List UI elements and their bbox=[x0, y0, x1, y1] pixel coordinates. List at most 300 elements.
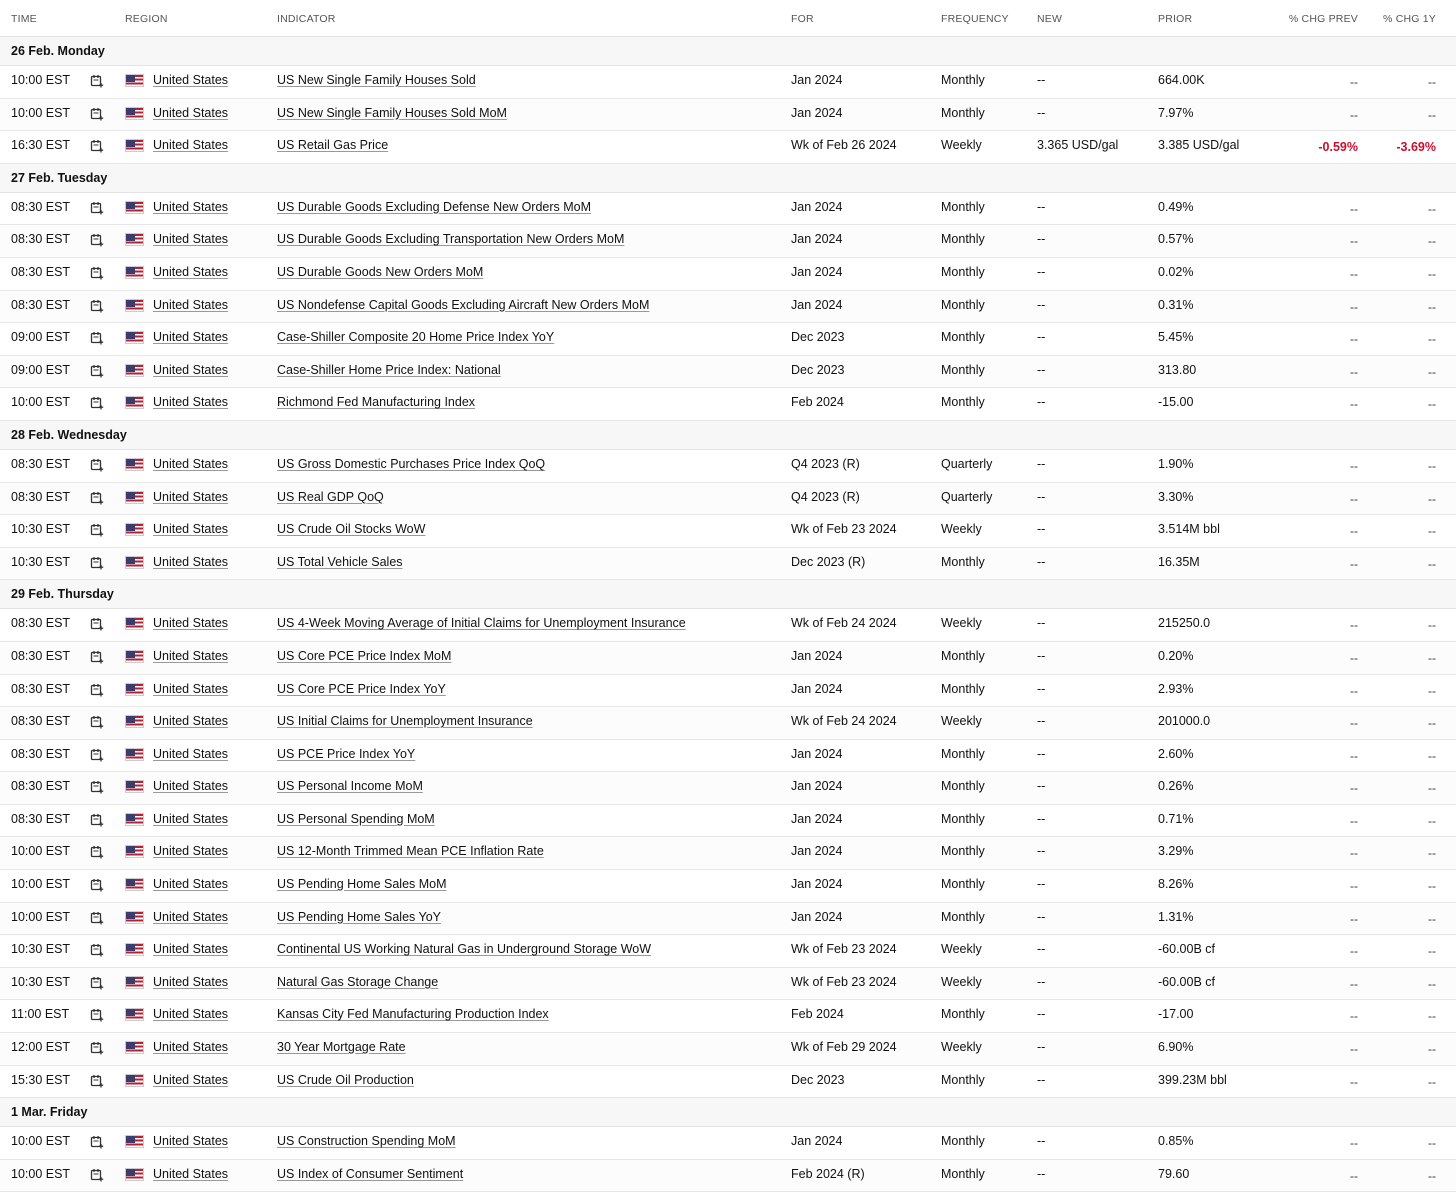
calendar-add-icon[interactable] bbox=[90, 523, 104, 537]
prior-value: 215250.0 bbox=[1158, 616, 1211, 631]
table-row[interactable] bbox=[0, 291, 1456, 324]
region-link[interactable]: United States bbox=[153, 1166, 229, 1181]
event-time: 08:30 EST bbox=[11, 746, 71, 761]
us-flag-icon bbox=[125, 396, 144, 409]
table-row[interactable] bbox=[0, 1033, 1456, 1066]
indicator-link[interactable]: US Core PCE Price Index YoY bbox=[277, 681, 446, 696]
header-frequency: FREQUENCY bbox=[941, 13, 1009, 25]
event-time: 08:30 EST bbox=[11, 297, 71, 312]
chg-prev-value: -- bbox=[1350, 332, 1358, 347]
table-row[interactable] bbox=[0, 66, 1456, 99]
event-time: 08:30 EST bbox=[11, 648, 71, 663]
table-row[interactable] bbox=[0, 483, 1456, 516]
calendar-add-icon[interactable] bbox=[90, 617, 104, 631]
frequency-value: Monthly bbox=[941, 232, 985, 247]
date-group-header bbox=[0, 37, 1456, 66]
indicator-link[interactable]: US Personal Spending MoM bbox=[277, 811, 435, 826]
date-group-header bbox=[0, 421, 1456, 450]
prior-value: 6.90% bbox=[1158, 1040, 1194, 1055]
chg-prev-value: -- bbox=[1350, 107, 1358, 122]
period-for: Jan 2024 bbox=[791, 199, 843, 214]
us-flag-icon bbox=[125, 364, 144, 377]
chg-1y-value: -- bbox=[1428, 683, 1436, 698]
table-body bbox=[0, 37, 1456, 1192]
event-time: 09:00 EST bbox=[11, 330, 71, 345]
date-label: 27 Feb. Tuesday bbox=[11, 170, 108, 185]
region-link[interactable]: United States bbox=[153, 554, 229, 569]
prior-value: 79.60 bbox=[1158, 1166, 1190, 1181]
table-row[interactable] bbox=[0, 131, 1456, 164]
calendar-add-icon[interactable] bbox=[90, 364, 104, 378]
chg-prev-value: -- bbox=[1350, 781, 1358, 796]
table-row[interactable] bbox=[0, 707, 1456, 740]
new-value: -- bbox=[1037, 714, 1046, 729]
period-for: Dec 2023 bbox=[791, 1072, 845, 1087]
chg-1y-value: -- bbox=[1428, 397, 1436, 412]
region-link[interactable]: United States bbox=[153, 522, 229, 537]
prior-value: 3.514M bbl bbox=[1158, 522, 1220, 537]
event-time: 10:00 EST bbox=[11, 909, 71, 924]
prior-value: 7.97% bbox=[1158, 105, 1194, 120]
date-group-rows bbox=[0, 66, 1456, 164]
us-flag-icon bbox=[125, 1041, 144, 1054]
region-link[interactable]: United States bbox=[153, 1007, 229, 1022]
calendar-add-icon[interactable] bbox=[90, 976, 104, 990]
indicator-link[interactable]: 30 Year Mortgage Rate bbox=[277, 1040, 406, 1055]
period-for: Jan 2024 bbox=[791, 811, 843, 826]
calendar-add-icon[interactable] bbox=[90, 1074, 104, 1088]
event-time: 08:30 EST bbox=[11, 811, 71, 826]
indicator-link[interactable]: US Crude Oil Stocks WoW bbox=[277, 522, 426, 537]
event-time: 08:30 EST bbox=[11, 489, 71, 504]
period-for: Dec 2023 bbox=[791, 330, 845, 345]
frequency-value: Monthly bbox=[941, 1134, 985, 1149]
date-group-rows bbox=[0, 1127, 1456, 1192]
calendar-add-icon[interactable] bbox=[90, 233, 104, 247]
region-link[interactable]: United States bbox=[153, 1040, 229, 1055]
region-link[interactable]: United States bbox=[153, 330, 229, 345]
event-time: 10:00 EST bbox=[11, 395, 71, 410]
chg-1y-value: -- bbox=[1428, 716, 1436, 731]
us-flag-icon bbox=[125, 233, 144, 246]
chg-prev-value: -- bbox=[1350, 650, 1358, 665]
calendar-add-icon[interactable] bbox=[90, 396, 104, 410]
chg-prev-value: -- bbox=[1350, 716, 1358, 731]
prior-value: 5.45% bbox=[1158, 330, 1194, 345]
calendar-add-icon[interactable] bbox=[90, 1041, 104, 1055]
prior-value: 2.60% bbox=[1158, 746, 1194, 761]
region-link[interactable]: United States bbox=[153, 616, 229, 631]
region-link[interactable]: United States bbox=[153, 779, 229, 794]
new-value: -- bbox=[1037, 681, 1046, 696]
chg-1y-value: -- bbox=[1428, 1136, 1436, 1151]
calendar-add-icon[interactable] bbox=[90, 845, 104, 859]
table-row[interactable] bbox=[0, 837, 1456, 870]
table-row[interactable] bbox=[0, 968, 1456, 1001]
event-time: 10:00 EST bbox=[11, 73, 71, 87]
table-row[interactable] bbox=[0, 548, 1456, 581]
event-time: 08:30 EST bbox=[11, 714, 71, 729]
prior-value: 0.57% bbox=[1158, 232, 1194, 247]
table-row[interactable] bbox=[0, 193, 1456, 226]
table-row[interactable] bbox=[0, 1160, 1456, 1193]
period-for: Feb 2024 bbox=[791, 1007, 844, 1022]
region-link[interactable]: United States bbox=[153, 811, 229, 826]
table-row[interactable] bbox=[0, 1127, 1456, 1160]
period-for: Jan 2024 bbox=[791, 232, 843, 247]
new-value: -- bbox=[1037, 297, 1046, 312]
prior-value: 0.31% bbox=[1158, 297, 1194, 312]
indicator-link[interactable]: US Core PCE Price Index MoM bbox=[277, 648, 452, 663]
calendar-add-icon[interactable] bbox=[90, 74, 104, 88]
event-time: 10:00 EST bbox=[11, 105, 71, 120]
calendar-add-icon[interactable] bbox=[90, 491, 104, 505]
chg-1y-value: -- bbox=[1428, 944, 1436, 959]
prior-value: 664.00K bbox=[1158, 73, 1205, 87]
frequency-value: Monthly bbox=[941, 844, 985, 859]
us-flag-icon bbox=[125, 139, 144, 152]
us-flag-icon bbox=[125, 74, 144, 87]
region-link[interactable]: United States bbox=[153, 1134, 229, 1149]
table-row[interactable] bbox=[0, 388, 1456, 421]
indicator-link[interactable]: US PCE Price Index YoY bbox=[277, 746, 416, 761]
region-link[interactable]: United States bbox=[153, 974, 229, 989]
event-time: 08:30 EST bbox=[11, 264, 71, 279]
us-flag-icon bbox=[125, 299, 144, 312]
new-value: -- bbox=[1037, 974, 1046, 989]
table-row[interactable] bbox=[0, 356, 1456, 389]
calendar-add-icon[interactable] bbox=[90, 813, 104, 827]
chg-1y-value: -- bbox=[1428, 781, 1436, 796]
event-time: 10:00 EST bbox=[11, 1166, 71, 1181]
frequency-value: Quarterly bbox=[941, 456, 993, 471]
table-row[interactable] bbox=[0, 99, 1456, 132]
indicator-link[interactable]: US Pending Home Sales YoY bbox=[277, 909, 441, 924]
frequency-value: Monthly bbox=[941, 73, 985, 87]
chg-1y-value: -- bbox=[1428, 650, 1436, 665]
frequency-value: Monthly bbox=[941, 199, 985, 214]
header-chg-prev: % CHG PREV bbox=[1288, 13, 1358, 25]
prior-value: -17.00 bbox=[1158, 1007, 1194, 1022]
indicator-link[interactable]: US Gross Domestic Purchases Price Index QoQ bbox=[277, 456, 546, 471]
region-link[interactable]: United States bbox=[153, 942, 229, 957]
prior-value: 3.30% bbox=[1158, 489, 1194, 504]
prior-value: 201000.0 bbox=[1158, 714, 1211, 729]
chg-1y-value: -- bbox=[1428, 748, 1436, 763]
region-link[interactable]: United States bbox=[153, 232, 229, 247]
frequency-value: Monthly bbox=[941, 877, 985, 892]
new-value: -- bbox=[1037, 199, 1046, 214]
period-for: Jan 2024 bbox=[791, 681, 843, 696]
indicator-link[interactable]: US New Single Family Houses Sold bbox=[277, 73, 476, 87]
indicator-link[interactable]: US Total Vehicle Sales bbox=[277, 554, 403, 569]
table-row[interactable] bbox=[0, 609, 1456, 642]
region-link[interactable]: United States bbox=[153, 456, 229, 471]
calendar-add-icon[interactable] bbox=[90, 943, 104, 957]
region-link[interactable]: United States bbox=[153, 73, 229, 87]
prior-value: 2.93% bbox=[1158, 681, 1194, 696]
indicator-link[interactable]: US Real GDP QoQ bbox=[277, 489, 384, 504]
region-link[interactable]: United States bbox=[153, 395, 229, 410]
period-for: Wk of Feb 23 2024 bbox=[791, 974, 897, 989]
frequency-value: Monthly bbox=[941, 105, 985, 120]
indicator-link[interactable]: US Personal Income MoM bbox=[277, 779, 423, 794]
chg-prev-value: -- bbox=[1350, 813, 1358, 828]
region-link[interactable]: United States bbox=[153, 297, 229, 312]
chg-prev-value: -- bbox=[1350, 1074, 1358, 1089]
new-value: -- bbox=[1037, 395, 1046, 410]
header-region: REGION bbox=[125, 13, 168, 25]
event-time: 12:00 EST bbox=[11, 1040, 71, 1055]
calendar-add-icon[interactable] bbox=[90, 1168, 104, 1182]
table-row[interactable] bbox=[0, 772, 1456, 805]
chg-1y-value: -- bbox=[1428, 556, 1436, 571]
table-row[interactable] bbox=[0, 515, 1456, 548]
indicator-link[interactable]: US Durable Goods Excluding Defense New Orders MoM bbox=[277, 199, 592, 214]
chg-prev-value: -- bbox=[1350, 299, 1358, 314]
us-flag-icon bbox=[125, 617, 144, 630]
frequency-value: Weekly bbox=[941, 616, 982, 631]
frequency-value: Monthly bbox=[941, 681, 985, 696]
frequency-value: Monthly bbox=[941, 297, 985, 312]
indicator-link[interactable]: US Durable Goods New Orders MoM bbox=[277, 264, 484, 279]
us-flag-icon bbox=[125, 813, 144, 826]
date-label: 29 Feb. Thursday bbox=[11, 587, 114, 602]
calendar-add-icon[interactable] bbox=[90, 201, 104, 215]
table-row[interactable] bbox=[0, 258, 1456, 291]
period-for: Wk of Feb 23 2024 bbox=[791, 942, 897, 957]
new-value: -- bbox=[1037, 746, 1046, 761]
header-prior: PRIOR bbox=[1158, 13, 1193, 25]
calendar-add-icon[interactable] bbox=[90, 299, 104, 313]
us-flag-icon bbox=[125, 943, 144, 956]
calendar-add-icon[interactable] bbox=[90, 331, 104, 345]
region-link[interactable]: United States bbox=[153, 844, 229, 859]
period-for: Jan 2024 bbox=[791, 1134, 843, 1149]
table-row[interactable] bbox=[0, 903, 1456, 936]
us-flag-icon bbox=[125, 683, 144, 696]
period-for: Jan 2024 bbox=[791, 779, 843, 794]
new-value: -- bbox=[1037, 73, 1046, 87]
new-value: -- bbox=[1037, 105, 1046, 120]
new-value: -- bbox=[1037, 264, 1046, 279]
calendar-add-icon[interactable] bbox=[90, 683, 104, 697]
period-for: Jan 2024 bbox=[791, 648, 843, 663]
us-flag-icon bbox=[125, 748, 144, 761]
indicator-link[interactable]: US Construction Spending MoM bbox=[277, 1134, 456, 1149]
region-link[interactable]: United States bbox=[153, 105, 229, 120]
frequency-value: Weekly bbox=[941, 974, 982, 989]
indicator-link[interactable]: US 12-Month Trimmed Mean PCE Inflation Rate bbox=[277, 844, 544, 859]
calendar-add-icon[interactable] bbox=[90, 1135, 104, 1149]
region-link[interactable]: United States bbox=[153, 1072, 229, 1087]
region-link[interactable]: United States bbox=[153, 746, 229, 761]
indicator-link[interactable]: Continental US Working Natural Gas in Underground Storage WoW bbox=[277, 942, 652, 957]
period-for: Q4 2023 (R) bbox=[791, 456, 860, 471]
event-time: 10:30 EST bbox=[11, 522, 71, 537]
chg-prev-value: -0.59% bbox=[1318, 140, 1358, 155]
calendar-add-icon[interactable] bbox=[90, 556, 104, 570]
table-row[interactable] bbox=[0, 450, 1456, 483]
prior-value: 313.80 bbox=[1158, 362, 1197, 377]
calendar-add-icon[interactable] bbox=[90, 878, 104, 892]
event-time: 10:00 EST bbox=[11, 877, 71, 892]
new-value: -- bbox=[1037, 489, 1046, 504]
us-flag-icon bbox=[125, 458, 144, 471]
event-time: 10:30 EST bbox=[11, 554, 71, 569]
event-time: 10:30 EST bbox=[11, 942, 71, 957]
new-value: -- bbox=[1037, 1040, 1046, 1055]
frequency-value: Weekly bbox=[941, 522, 982, 537]
region-link[interactable]: United States bbox=[153, 489, 229, 504]
calendar-add-icon[interactable] bbox=[90, 139, 104, 153]
event-time: 10:30 EST bbox=[11, 974, 71, 989]
period-for: Wk of Feb 29 2024 bbox=[791, 1040, 897, 1055]
indicator-link[interactable]: Kansas City Fed Manufacturing Production Index bbox=[277, 1007, 549, 1022]
calendar-add-icon[interactable] bbox=[90, 458, 104, 472]
indicator-link[interactable]: US Initial Claims for Unemployment Insurance bbox=[277, 714, 533, 729]
region-link[interactable]: United States bbox=[153, 877, 229, 892]
period-for: Jan 2024 bbox=[791, 105, 843, 120]
indicator-link[interactable]: US New Single Family Houses Sold MoM bbox=[277, 105, 507, 120]
calendar-add-icon[interactable] bbox=[90, 780, 104, 794]
region-link[interactable]: United States bbox=[153, 264, 229, 279]
event-time: 15:30 EST bbox=[11, 1072, 71, 1087]
us-flag-icon bbox=[125, 201, 144, 214]
calendar-add-icon[interactable] bbox=[90, 650, 104, 664]
calendar-add-icon[interactable] bbox=[90, 266, 104, 280]
chg-1y-value: -- bbox=[1428, 1042, 1436, 1057]
prior-value: -60.00B cf bbox=[1158, 974, 1215, 989]
table-row[interactable] bbox=[0, 323, 1456, 356]
frequency-value: Monthly bbox=[941, 395, 985, 410]
region-link[interactable]: United States bbox=[153, 362, 229, 377]
region-link[interactable]: United States bbox=[153, 714, 229, 729]
period-for: Dec 2023 (R) bbox=[791, 554, 866, 569]
prior-value: 16.35M bbox=[1158, 554, 1200, 569]
us-flag-icon bbox=[125, 845, 144, 858]
period-for: Jan 2024 bbox=[791, 73, 843, 87]
period-for: Feb 2024 bbox=[791, 395, 844, 410]
frequency-value: Monthly bbox=[941, 554, 985, 569]
period-for: Jan 2024 bbox=[791, 746, 843, 761]
frequency-value: Monthly bbox=[941, 1072, 985, 1087]
indicator-link[interactable]: US Durable Goods Excluding Transportation New Orders MoM bbox=[277, 232, 625, 247]
period-for: Dec 2023 bbox=[791, 362, 845, 377]
indicator-link[interactable]: US Crude Oil Production bbox=[277, 1072, 414, 1087]
period-for: Wk of Feb 24 2024 bbox=[791, 714, 897, 729]
frequency-value: Monthly bbox=[941, 362, 985, 377]
period-for: Jan 2024 bbox=[791, 264, 843, 279]
date-group-rows bbox=[0, 609, 1456, 1098]
prior-value: 399.23M bbl bbox=[1158, 1072, 1227, 1087]
frequency-value: Monthly bbox=[941, 264, 985, 279]
table-row[interactable] bbox=[0, 675, 1456, 708]
chg-prev-value: -- bbox=[1350, 491, 1358, 506]
calendar-add-icon[interactable] bbox=[90, 1008, 104, 1022]
chg-prev-value: -- bbox=[1350, 458, 1358, 473]
table-row[interactable] bbox=[0, 870, 1456, 903]
us-flag-icon bbox=[125, 1008, 144, 1021]
chg-1y-value: -- bbox=[1428, 234, 1436, 249]
prior-value: -60.00B cf bbox=[1158, 942, 1215, 957]
chg-prev-value: -- bbox=[1350, 618, 1358, 633]
indicator-link[interactable]: Natural Gas Storage Change bbox=[277, 974, 439, 989]
new-value: -- bbox=[1037, 779, 1046, 794]
new-value: -- bbox=[1037, 330, 1046, 345]
us-flag-icon bbox=[125, 976, 144, 989]
table-row[interactable] bbox=[0, 1066, 1456, 1099]
prior-value: 0.85% bbox=[1158, 1134, 1194, 1149]
prior-value: 0.26% bbox=[1158, 779, 1194, 794]
frequency-value: Monthly bbox=[941, 648, 985, 663]
chg-1y-value: -- bbox=[1428, 846, 1436, 861]
calendar-add-icon[interactable] bbox=[90, 107, 104, 121]
region-link[interactable]: United States bbox=[153, 909, 229, 924]
frequency-value: Weekly bbox=[941, 1040, 982, 1055]
frequency-value: Monthly bbox=[941, 1007, 985, 1022]
event-time: 08:30 EST bbox=[11, 779, 71, 794]
event-time: 10:00 EST bbox=[11, 844, 71, 859]
prior-value: 8.26% bbox=[1158, 877, 1194, 892]
new-value: -- bbox=[1037, 522, 1046, 537]
chg-prev-value: -- bbox=[1350, 266, 1358, 281]
region-link[interactable]: United States bbox=[153, 648, 229, 663]
chg-prev-value: -- bbox=[1350, 1009, 1358, 1024]
prior-value: 0.02% bbox=[1158, 264, 1194, 279]
header-indicator: INDICATOR bbox=[277, 13, 336, 25]
region-link[interactable]: United States bbox=[153, 681, 229, 696]
table-row[interactable] bbox=[0, 642, 1456, 675]
chg-1y-value: -- bbox=[1428, 332, 1436, 347]
table-row[interactable] bbox=[0, 740, 1456, 773]
indicator-link[interactable]: Case-Shiller Home Price Index: National bbox=[277, 362, 501, 377]
table-row[interactable] bbox=[0, 935, 1456, 968]
calendar-add-icon[interactable] bbox=[90, 911, 104, 925]
header-chg-1y: % CHG 1Y bbox=[1383, 13, 1436, 25]
chg-1y-value: -- bbox=[1428, 75, 1436, 89]
chg-prev-value: -- bbox=[1350, 201, 1358, 216]
region-link[interactable]: United States bbox=[153, 138, 229, 153]
table-row[interactable] bbox=[0, 1000, 1456, 1033]
region-link[interactable]: United States bbox=[153, 199, 229, 214]
indicator-link[interactable]: US 4-Week Moving Average of Initial Claims for Unemployment Insurance bbox=[277, 616, 686, 631]
calendar-add-icon[interactable] bbox=[90, 748, 104, 762]
prior-value: 1.90% bbox=[1158, 456, 1194, 471]
header-new: NEW bbox=[1037, 13, 1063, 25]
date-group-rows bbox=[0, 450, 1456, 580]
indicator-link[interactable]: US Index of Consumer Sentiment bbox=[277, 1166, 464, 1181]
period-for: Jan 2024 bbox=[791, 909, 843, 924]
chg-prev-value: -- bbox=[1350, 397, 1358, 412]
new-value: -- bbox=[1037, 362, 1046, 377]
frequency-value: Monthly bbox=[941, 330, 985, 345]
indicator-link[interactable]: Richmond Fed Manufacturing Index bbox=[277, 395, 476, 410]
calendar-add-icon[interactable] bbox=[90, 715, 104, 729]
new-value: -- bbox=[1037, 811, 1046, 826]
indicator-link[interactable]: US Retail Gas Price bbox=[277, 138, 389, 153]
event-time: 08:30 EST bbox=[11, 616, 71, 631]
indicator-link[interactable]: US Nondefense Capital Goods Excluding Aircraft New Orders MoM bbox=[277, 297, 650, 312]
header-time: TIME bbox=[11, 13, 37, 25]
table-row[interactable] bbox=[0, 225, 1456, 258]
frequency-value: Monthly bbox=[941, 746, 985, 761]
table-row[interactable] bbox=[0, 805, 1456, 838]
indicator-link[interactable]: US Pending Home Sales MoM bbox=[277, 877, 447, 892]
new-value: -- bbox=[1037, 232, 1046, 247]
indicator-link[interactable]: Case-Shiller Composite 20 Home Price Index YoY bbox=[277, 330, 555, 345]
date-label: 1 Mar. Friday bbox=[11, 1105, 88, 1120]
